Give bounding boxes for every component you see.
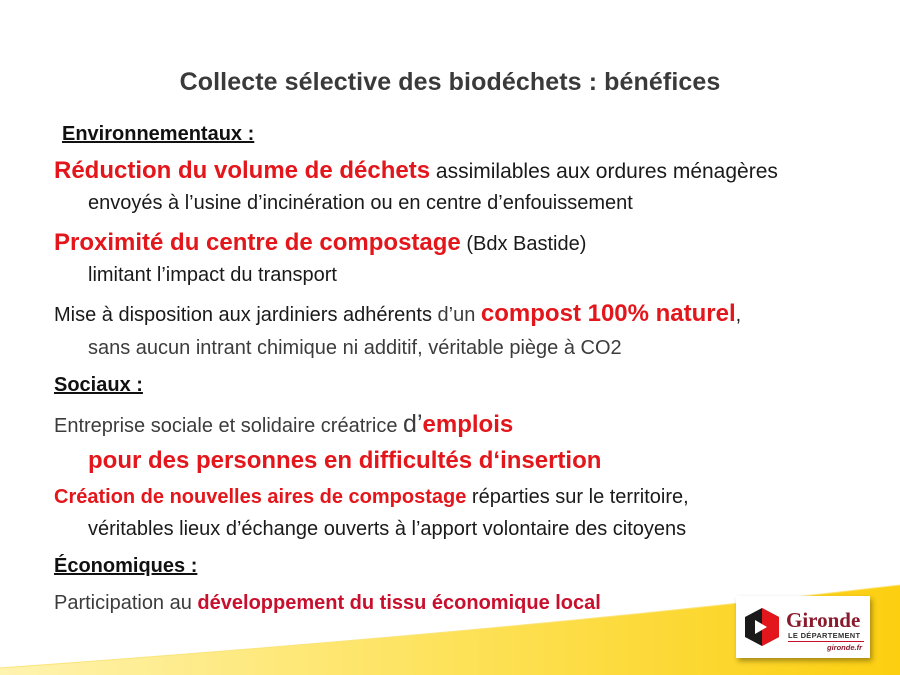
logo-divider <box>788 641 864 642</box>
eco-p1-highlight: développement du tissu économique local <box>197 592 601 614</box>
soc-p2-highlight: Création de nouvelles aires de compostage <box>54 486 467 508</box>
soc-paragraph-1-line-2: pour des personnes en difficultés d‘insertion <box>88 447 602 474</box>
env-paragraph-3-line-2: sans aucun intrant chimique ni additif, véritable piège à CO2 <box>88 337 622 359</box>
gironde-logo <box>736 596 870 658</box>
soc-p1-lead: Entreprise sociale et solidaire créatrice <box>54 415 404 437</box>
soc-p1-highlight: emplois <box>422 411 514 438</box>
soc-paragraph-2-line-2: véritables lieux d’échange ouverts à l’apport volontaire des citoyens <box>88 518 687 540</box>
soc-p2-rest: réparties sur le territoire, <box>466 486 689 508</box>
soc-p1-d: d’ <box>403 410 423 438</box>
env-paragraph-2-line-2: limitant l’impact du transport <box>88 264 337 286</box>
env-p1-highlight: Réduction du volume de déchets <box>54 157 431 184</box>
eco-p1-lead: Participation au <box>54 592 198 614</box>
env-p3-comma: , <box>735 304 742 326</box>
env-p2-rest: (Bdx Bastide) <box>460 233 587 255</box>
env-paragraph-1-line-2: envoyés à l’usine d’incinération ou en centre d’enfouissement <box>88 192 633 214</box>
env-p2-highlight: Proximité du centre de compostage <box>54 229 461 256</box>
env-p3-lead: Mise à disposition aux jardiniers adhérents <box>54 304 432 326</box>
eco-paragraph-1 <box>54 592 601 615</box>
env-paragraph-2-line-1 <box>54 229 586 257</box>
section-heading-economiques: Économiques : <box>54 555 198 577</box>
soc-paragraph-1-line-1 <box>54 410 513 439</box>
gironde-hexagon-icon <box>742 606 782 648</box>
env-p3-highlight: compost 100% naturel <box>480 300 736 327</box>
env-paragraph-3-line-1 <box>54 300 741 328</box>
env-p3-mid: d’un <box>431 304 481 326</box>
section-heading-environnementaux: Environnementaux : <box>62 123 255 145</box>
env-p1-rest: assimilables aux ordures ménagères <box>430 160 778 183</box>
logo-url: gironde.fr <box>827 643 862 652</box>
slide-title: Collecte sélective des biodéchets : bénéfices <box>179 68 721 96</box>
section-heading-sociaux: Sociaux : <box>54 374 143 396</box>
logo-subtitle: LE DÉPARTEMENT <box>788 631 861 640</box>
env-paragraph-1-line-1 <box>54 157 778 185</box>
logo-name: Gironde <box>786 608 861 632</box>
soc-paragraph-2-line-1 <box>54 486 689 509</box>
